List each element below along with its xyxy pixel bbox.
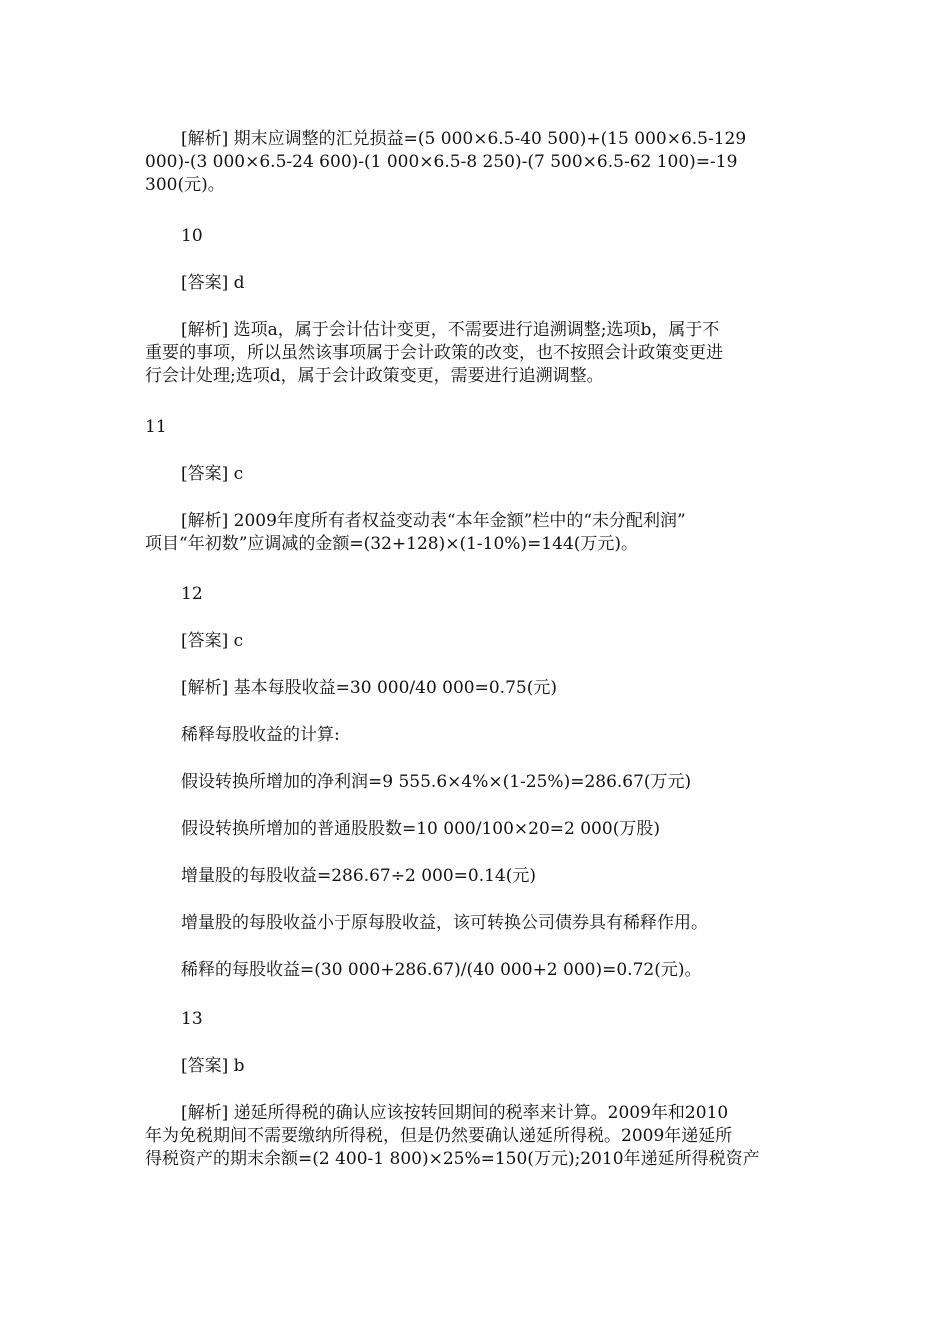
text-block: [145, 724, 805, 747]
text-block: [145, 583, 805, 606]
text-block: [145, 272, 805, 295]
text-block: [145, 865, 805, 888]
text-line: [解析] 递延所得税的确认应该按转回期间的税率来计算。2009年和2010: [181, 1103, 729, 1123]
text-block: [145, 1055, 805, 1078]
text-line: [答案] c: [181, 631, 244, 651]
text-block: [145, 677, 805, 700]
text-line: [答案] b: [181, 1056, 245, 1076]
text-line: 10: [181, 226, 203, 246]
text-line: 行会计处理;选项d，属于会计政策变更，需要进行追溯调整。: [145, 366, 604, 386]
text-line: [答案] c: [181, 464, 244, 484]
text-line: [答案] d: [181, 273, 245, 293]
text-block: [145, 1102, 805, 1171]
text-block: [145, 1008, 805, 1031]
text-block: [145, 630, 805, 653]
text-block: [145, 319, 805, 388]
text-line: 稀释每股收益的计算:: [181, 725, 340, 745]
text-block: [145, 463, 805, 486]
text-block: [145, 225, 805, 248]
text-line: [解析] 2009年度所有者权益变动表“本年金额”栏中的“未分配利润”: [181, 511, 686, 531]
text-line: [解析] 基本每股收益=30 000/40 000=0.75(元): [181, 678, 557, 698]
text-block: [145, 771, 805, 794]
text-line: 得税资产的期末余额=(2 400-1 800)×25%=150(万元);2010年递延所得税资产: [145, 1149, 760, 1169]
text-line: 12: [181, 584, 203, 604]
text-line: 13: [181, 1009, 203, 1029]
text-line: 300(元)。: [145, 175, 225, 195]
text-block: [145, 959, 805, 982]
text-block: [145, 128, 805, 197]
text-line: 11: [145, 417, 167, 437]
text-line: 假设转换所增加的普通股股数=10 000/100×20=2 000(万股): [181, 819, 660, 839]
text-line: 稀释的每股收益=(30 000+286.67)/(40 000+2 000)=0.72(元)。: [181, 960, 702, 980]
text-block: [145, 818, 805, 841]
text-block: [145, 510, 805, 556]
text-line: 年为免税期间不需要缴纳所得税，但是仍然要确认递延所得税。2009年递延所: [145, 1126, 733, 1146]
text-line: 000)-(3 000×6.5-24 600)-(1 000×6.5-8 250)-(7 500×6.5-62 100)=-19: [145, 152, 738, 172]
text-line: 增量股的每股收益小于原每股收益，该可转换公司债券具有稀释作用。: [181, 913, 708, 933]
text-line: [解析] 期末应调整的汇兑损益=(5 000×6.5-40 500)+(15 000×6.5-129: [181, 129, 747, 149]
text-block: [145, 912, 805, 935]
text-line: 假设转换所增加的净利润=9 555.6×4%×(1-25%)=286.67(万元): [181, 772, 692, 792]
text-block: [145, 416, 805, 439]
text-line: [解析] 选项a，属于会计估计变更，不需要进行追溯调整;选项b，属于不: [181, 320, 720, 340]
text-line: 重要的事项，所以虽然该事项属于会计政策的改变，也不按照会计政策变更进: [145, 343, 723, 363]
text-line: 增量股的每股收益=286.67÷2 000=0.14(元): [181, 866, 536, 886]
text-line: 项目“年初数”应调减的金额=(32+128)×(1-10%)=144(万元)。: [145, 534, 639, 554]
